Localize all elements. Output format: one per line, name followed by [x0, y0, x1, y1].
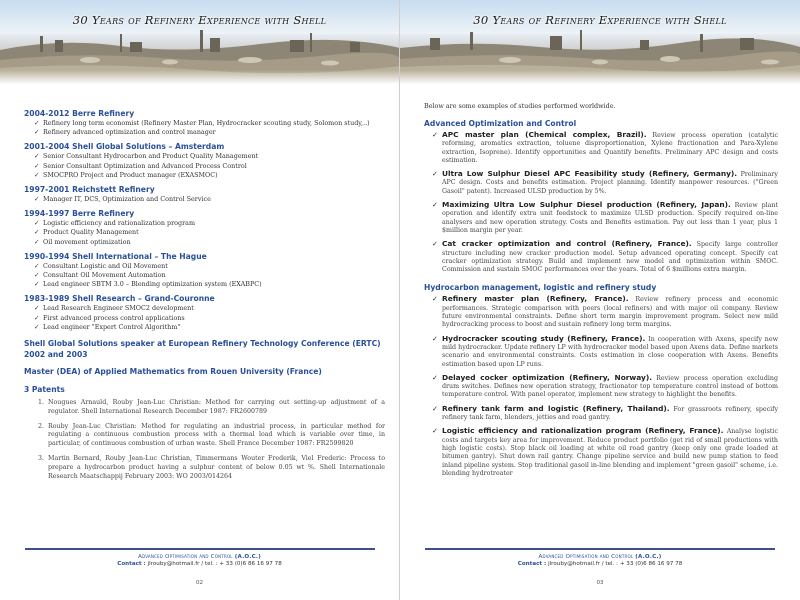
list-item: ✓ Logistic efficiency and rationalization program [34, 219, 196, 228]
checkmark-icon: ✓ [34, 219, 40, 228]
checkmark-icon: ✓ [34, 170, 40, 179]
checkmark-icon: ✓ [432, 373, 438, 382]
checkmark-icon: ✓ [34, 313, 40, 322]
study-item: ✓ Hydrocracker scouting study (Refinery, France). In cooperation with Axens, specify new mild hydrocracker. Update refinery LP with hydrocracker model based upon Axens data. Define markets scenario and environmental constraints. Costs estimation in close cooperation with Axens. Benefits estimation based upon LP runs. [432, 333, 778, 368]
list-item: ✓ Senior Consultant Hydrocarbon and Product Quality Management [34, 152, 259, 161]
group-heading: Advanced Optimization and Control [424, 119, 577, 128]
checkmark-icon: ✓ [432, 404, 438, 413]
section-heading: 1997-2001 Reichstett Refinery [24, 185, 155, 195]
patent-item: 2. Rouby Jean-Luc Christian: Method for regulating an industrial process, in particular method for regulating a continuous combustion process with a thermal load which is variable over time, in particular, of continuous combustion of urban waste. Shell France December 1987: FR2599820 [38, 422, 385, 448]
checkmark-icon: ✓ [34, 195, 40, 204]
section-heading: 2004-2012 Berre Refinery [24, 109, 135, 118]
page-right [400, 0, 800, 600]
master-degree-heading: Master (DEA) of Applied Mathematics from Rouen University (France) [24, 367, 322, 377]
career-section [24, 252, 385, 290]
list-item: ✓ Product Quality Management [34, 228, 139, 237]
list-item: ✓ Refinery long term economist (Refinery Master Plan, Hydrocracker scouting study, Solomon study,..) [34, 119, 370, 127]
section-heading: 1990-1994 Shell International – The Hague [24, 251, 207, 261]
checkmark-icon: ✓ [432, 170, 438, 179]
checkmark-icon: ✓ [432, 240, 438, 249]
patent-item: 3. Martin Bernard, Rouby Jean-Luc Christian, Timmermans Wouter Frederik, Viel Frederic: Process to prepare a hydrocarbon product having a sulphur content of below 0.05 wt %. Shell Internationale Research Maatschappij February 2003: WO 2003/014264 [38, 455, 385, 480]
study-item: ✓ Logistic efficiency and rationalization program (Refinery, France). Analyse logistic costs and targets key area for improvement. Reduce product portfolio (get rid of small productions with high logistic costs). Stop black oil loading at white oil road gantry (keep only one grade loaded at bitumen gantry). Shut down rail gantry. Change pipeline service and build new pump station to feed inland pipeline system. Stop traditional gasoil in-line blending and implement "green gasoil" scheme, i.e. blending hydrotreater [432, 426, 778, 477]
footer-divider [25, 548, 375, 550]
section-heading: 2001-2004 Shell Global Solutions – Amsterdam [24, 142, 225, 152]
checkmark-icon: ✓ [34, 237, 40, 246]
list-item: ✓ SMOCPRO Project and Product manager (EXASMOC) [34, 170, 218, 179]
patents-list [38, 399, 385, 481]
intro-text: Below are some examples of studies performed worldwide. [424, 102, 616, 110]
checkmark-icon: ✓ [432, 295, 438, 304]
page-footer [0, 548, 399, 586]
study-item: ✓ Maximizing Ultra Low Sulphur Diesel production (Refinery, Japan). Review plant operation and identify extra unit feedstock to maximize ULSD production. Specify required on-line analysers and new operation strategy. Costs and Benefits estimation. Pay out less than 1 year, plus 1 $million margin per year. [432, 200, 778, 234]
banner-title: 30 Years of Refinery Experience with Shell [473, 13, 727, 27]
footer-organization: Advanced Optimisation and Control (A.O.C.) [538, 554, 662, 560]
study-item: ✓ Ultra Low Sulphur Diesel APC Feasibility study (Refinery, Germany). Preliminary APC design. Costs and benefits estimation. Project planning. Identify manpower resources. ("Green Gasoil" patent). Increased ULSD production by 5%. [432, 169, 778, 195]
checkmark-icon: ✓ [432, 201, 438, 210]
checkmark-icon: ✓ [34, 128, 40, 137]
section-heading: 1983-1989 Shell Research – Grand-Couronne [24, 294, 215, 304]
career-section [24, 142, 385, 180]
checkmark-icon: ✓ [34, 280, 40, 289]
study-item: ✓ Refinery master plan (Refinery, France). Review refinery process and economic performances. Strategic comparison with peers (local refiners) and with major oil company. Review future environmental constraints. Define short term margin improvement program. Select new mild hydrocracking process to boost and sustain refinery long term margins. [432, 294, 778, 329]
refinery-banner [0, 0, 399, 84]
career-section [24, 209, 385, 247]
footer-contact: Contact : jlrouby@hotmail.fr / tel. : + 33 (0)6 86 16 97 78 [517, 561, 683, 567]
study-item: ✓ Refinery tank farm and logistic (Refinery, Thailand). For grassroots refinery, specify refinery tank farm, blenders, jetties and road gantry. [432, 403, 779, 422]
patents-heading: 3 Patents [24, 384, 65, 394]
list-item: ✓ Consultant Oil Movement Automation [34, 271, 166, 280]
career-section [24, 109, 385, 137]
page-footer [400, 548, 800, 586]
section-heading: 1994-1997 Berre Refinery [24, 209, 135, 219]
footer-divider [425, 548, 775, 550]
checkmark-icon: ✓ [34, 261, 40, 270]
patent-item: 1. Nougues Arnauld, Rouby Jean-Luc Christian: Method for carrying out setting-up adjustment of a regulator. Shell International Research December 1987: FR2600789 [38, 399, 385, 415]
checkmark-icon: ✓ [34, 161, 40, 170]
studies-list [432, 295, 778, 478]
checkmark-icon: ✓ [432, 131, 438, 139]
career-section [24, 185, 385, 204]
list-item: ✓ Lead Research Engineer SMOC2 development [34, 304, 194, 313]
checkmark-icon: ✓ [34, 322, 40, 331]
list-item: ✓ First advanced process control applications [34, 313, 185, 322]
list-item: ✓ Senior Consultant Optimization and Advanced Process Control [34, 161, 247, 170]
checkmark-icon: ✓ [34, 304, 40, 313]
career-content [24, 104, 385, 487]
studies-list [432, 131, 778, 274]
banner-title: 30 Years of Refinery Experience with Shell [72, 13, 327, 27]
refinery-banner [400, 0, 800, 84]
list-item: ✓ Consultant Logistic and Oil Movement [34, 261, 168, 270]
page-number: 02 [195, 580, 204, 586]
list-item: ✓ Oil movement optimization [34, 237, 131, 246]
checkmark-icon: ✓ [34, 228, 40, 237]
study-item: ✓ Cat cracker optimization and control (Refinery, France). Specify large controller structure including new cracker production model. Setup advanced operating concept. Specify cat cracker optimization strategy. Build and implement new model and optimization within SMOC. Commission and sustain SMOC performances over the years. Total of 6 $millions extra margin. [432, 239, 778, 274]
checkmark-icon: ✓ [432, 334, 438, 343]
checkmark-icon: ✓ [432, 427, 438, 436]
checkmark-icon: ✓ [34, 271, 40, 280]
footer-contact: Contact : jlrouby@hotmail.fr / tel. : + 33 (0)6 86 16 97 78 [117, 561, 282, 567]
study-item: ✓ APC master plan (Chemical complex, Brazil). Review process operation (catalytic reforming, aromatics extraction, toluene disproportionation, Xylene fractionation and Para-Xylene extraction, Isoprene). Identify opportunities and Quantify benefits. Preliminary APC design and costs estimation. [432, 130, 778, 164]
list-item: ✓ Refinery advanced optimization and control manager [34, 128, 216, 137]
group-heading: Hydrocarbon management, logistic and refinery study [424, 283, 657, 293]
list-item: ✓ Lead engineer SBTM 3.0 – Blending optimization system (EXABPC) [34, 280, 262, 289]
list-item: ✓ Lead engineer "Expert Control Algorithm" [34, 322, 181, 331]
studies-content [424, 102, 778, 483]
study-item: ✓ Delayed cocker optimization (Refinery, Norway). Review process operation excluding drum switches. Defines new operation strategy, fractionator top temperature control instead of bottom temperature control. With panel operator, implement new strategy to highlight the benefits. [432, 372, 778, 399]
speaker-heading: Shell Global Solutions speaker at European Refinery Technology Conference (ERTC) 2002 and 2003 [24, 339, 381, 359]
checkmark-icon: ✓ [34, 119, 40, 127]
checkmark-icon: ✓ [34, 152, 40, 161]
page-number: 03 [596, 580, 604, 586]
career-section [24, 294, 385, 332]
footer-organization: Advanced Optimisation and Control (A.O.C.) [138, 554, 261, 560]
list-item: ✓ Manager IT, DCS, Optimization and Control Service [34, 195, 211, 204]
